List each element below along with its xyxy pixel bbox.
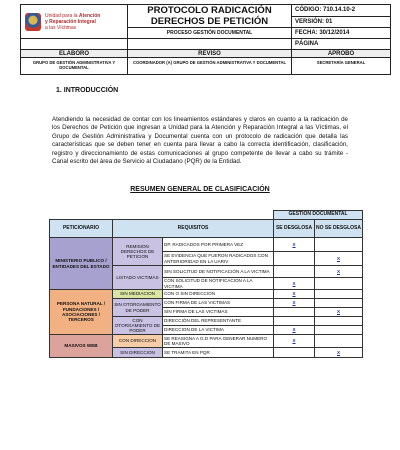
subcategory-cell: SIN MEDIACION bbox=[113, 290, 163, 299]
no-se-desglosa-cell bbox=[315, 335, 363, 348]
fecha: FECHA: 30/12/2014 bbox=[292, 28, 391, 39]
section-title: 1. INTRODUCCIÓN bbox=[56, 87, 119, 94]
se-desglosa-cell: X bbox=[274, 326, 315, 335]
requisitos-header: REQUISITOS bbox=[113, 220, 274, 238]
table-row bbox=[50, 290, 363, 299]
subcategory-cell: CON DIRECCION bbox=[113, 335, 163, 348]
subcategory-cell: REMISION DERECHOS DE PETICION bbox=[113, 238, 163, 266]
se-desglosa-cell bbox=[274, 348, 315, 358]
process-name: PROCESO GESTIÓN DOCUMENTAL bbox=[128, 28, 292, 39]
requisito-cell: SE TRAMITA EN PQR bbox=[163, 348, 274, 358]
no-se-desglosa-cell bbox=[315, 326, 363, 335]
peticionario-cell: PERSONA NATURAL / FUNDACIONES / ASOCIACIONES / TERCEROS bbox=[50, 290, 113, 335]
no-se-desglosa-cell bbox=[315, 299, 363, 308]
se-desglosa-cell: X bbox=[274, 278, 315, 290]
no-se-desglosa-cell bbox=[315, 278, 363, 290]
classification-table bbox=[49, 210, 363, 358]
unidad-logo bbox=[21, 13, 127, 31]
reviso-value: COORDINADOR (A) GRUPO DE GESTIÓN ADMINISTRATIVA Y DOCUMENTAL bbox=[128, 58, 292, 75]
aprobo-label: APROBÓ bbox=[292, 50, 391, 58]
pagina: PÁGINA bbox=[292, 39, 391, 50]
reviso-label: REVISÓ bbox=[128, 50, 292, 58]
no-se-desglosa-cell bbox=[315, 238, 363, 252]
no-se-desglosa-cell: X bbox=[315, 308, 363, 317]
se-desglosa-cell: X bbox=[274, 290, 315, 299]
document-title: PROTOCOLO RADICACIÓN DERECHOS DE PETICIÓN bbox=[128, 5, 292, 28]
no-se-desglosa-cell: X bbox=[315, 252, 363, 266]
requisito-cell: DIRECCIÓN DEL REPRESENTANTE bbox=[163, 317, 274, 326]
se-desglosa-cell: X bbox=[274, 238, 315, 252]
gestion-header: GESTION DOCUMENTAL bbox=[274, 211, 363, 220]
requisito-cell: DP. RADICADOS POR PRIMERA VEZ bbox=[163, 238, 274, 252]
requisito-cell: SE REASIGNA A G.D PARA GENERAR NUMERO DE MASIVO bbox=[163, 335, 274, 348]
requisito-cell: SIN FIRMA DE LAS VICTIMAS bbox=[163, 308, 274, 317]
elaboro-value: GRUPO DE GESTIÓN ADMINISTRATIVA Y DOCUMENTAL bbox=[21, 58, 128, 75]
requisito-cell: CON SOLICITUD DE NOTIFICACION A LA VICTIMA bbox=[163, 278, 274, 290]
logo-line-2: Atención bbox=[78, 12, 101, 19]
logo-line-3: y Reparación Integral bbox=[45, 18, 96, 25]
table-row bbox=[50, 335, 363, 348]
subcategory-cell: SIN OTORGAMIENTO DE PODER bbox=[113, 299, 163, 317]
requisito-cell: CON O SIN DIRECCION bbox=[163, 290, 274, 299]
se-desglosa-cell bbox=[274, 252, 315, 266]
se-desglosa-cell bbox=[274, 308, 315, 317]
requisito-cell: DIRECCION DE LA VICTIMA bbox=[163, 326, 274, 335]
subcategory-cell: CON OTORGAMIENTO DE PODER bbox=[113, 317, 163, 335]
se-desglosa-header: SE DESGLOSA bbox=[274, 220, 315, 238]
no-se-desglosa-header: NO SE DESGLOSA bbox=[315, 220, 363, 238]
logo-cell bbox=[21, 5, 128, 39]
se-desglosa-cell: X bbox=[274, 335, 315, 348]
logo-line-1: Unidad para la bbox=[45, 12, 78, 19]
summary-title: RESUMEN GENERAL DE CLASIFICACIÓN bbox=[130, 186, 270, 193]
table-row bbox=[50, 238, 363, 252]
no-se-desglosa-cell bbox=[315, 290, 363, 299]
se-desglosa-cell bbox=[274, 266, 315, 278]
requisito-cell: SE EVIDENCIA QUE FUERON RADICADOS CON ANTERIORIDAD EN LA UARIV bbox=[163, 252, 274, 266]
se-desglosa-cell bbox=[274, 317, 315, 326]
no-se-desglosa-cell: X bbox=[315, 266, 363, 278]
no-se-desglosa-cell bbox=[315, 317, 363, 326]
logo-line-4: a las Víctimas bbox=[45, 24, 77, 31]
peticionario-cell: MASIVOS WEB bbox=[50, 335, 113, 358]
aprobo-value: SECRETARÍA GENERAL bbox=[292, 58, 391, 75]
peticionario-cell: MINISTERIO PUBLICO / ENTIDADES DEL ESTADO bbox=[50, 238, 113, 290]
peticionario-header: PETICIONARIO bbox=[50, 220, 113, 238]
no-se-desglosa-cell: X bbox=[315, 348, 363, 358]
version: VERSIÓN: 01 bbox=[292, 16, 391, 28]
subcategory-cell: LISTADO VICTIMAS bbox=[113, 266, 163, 290]
colombia-seal-icon bbox=[25, 13, 41, 31]
document-header bbox=[20, 4, 391, 75]
subcategory-cell: SIN DIRECCION bbox=[113, 348, 163, 358]
se-desglosa-cell: X bbox=[274, 299, 315, 308]
codigo: CÓDIGO: 710.14.10-2 bbox=[292, 5, 391, 17]
requisito-cell: SIN SOLICITUD DE NOTIFICACIÓN A LA VICTIMA bbox=[163, 266, 274, 278]
intro-paragraph: Atendiendo la necesidad de contar con los lineamientos estándares y claros en cuanto a la radicación de los Derechos de Petición que ingresan a Unidad para la Atención y Reparación Integral a las Víctimas, el Grupo de Gestión Administrativa y Documental cuenta con un protocolo de radicación que detalla las características que se deben tener en cuenta para llevar a cabo la correcta identificación, clasificación, registro y direccionamiento de estas comunicaciones al grupo competente de llevar a cabo su trámite - Canal escrito del área de Servicio al Ciudadano (PQR) de la Entidad. bbox=[52, 116, 348, 166]
elaboro-label: ELABORO bbox=[21, 50, 128, 58]
requisito-cell: CON FIRMA DE LAS VICTIMAS bbox=[163, 299, 274, 308]
